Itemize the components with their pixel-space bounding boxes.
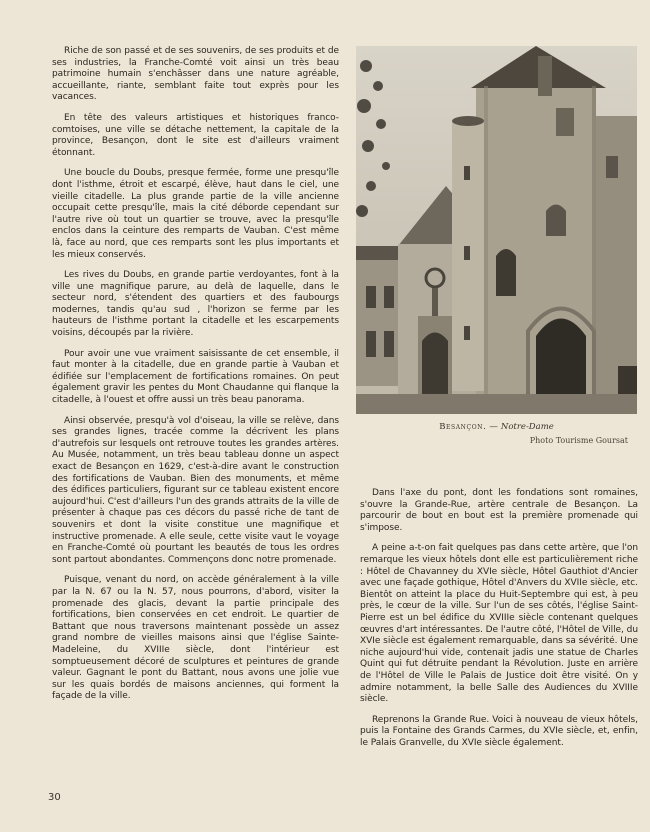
paragraph: Reprenons la Grande Rue. Voici à nouveau de vieux hôtels, puis la Fontaine des Grands Carmes, du XVIe siècle, et, enfin, le Palais Granvelle, du XVIe siècle également. (360, 714, 638, 748)
right-text-column (360, 488, 638, 758)
page-number: 30 (48, 792, 61, 803)
paragraph: Puisque, venant du nord, on accède généralement à la ville par la N. 67 ou la N. 57, nous pourrons, d'abord, visiter la promenade des glacis, devant la partie principale des fortifications, bien conservées en cet endroit. Le quartier de Battant que nous traversons maintenant possède un assez grand nombre de vieilles maisons ainsi que l'église Sainte-Madeleine, du XVIIIe siècle, dont l'intérieur est somptueusement décoré de sculptures et peintures de grande valeur. Gagnant le pont du Battant, nous avons une jolie vue sur les quais bordés de maisons anciennes, qui forment la façade de la ville. (52, 575, 339, 702)
paragraph: Dans l'axe du pont, dont les fondations sont romaines, s'ouvre la Grande-Rue, artère centrale de Besançon. La parcourir de bout en bout est la première promenade qui s'impose. (360, 488, 638, 533)
left-text-column (52, 46, 339, 712)
photo-credit: Photo Tourisme Goursat (529, 436, 628, 445)
paragraph: Pour avoir une vue vraiment saisissante de cet ensemble, il faut monter à la citadelle, due en grande partie à Vauban et édifiée sur l'emplacement de fortifications romaines. On peut également gravir les pentes du Mont Chaudanne qui flanque la citadelle, à l'ouest et offre aussi un très beau panorama. (52, 348, 339, 406)
notre-dame-photo (356, 46, 637, 414)
paragraph: Une boucle du Doubs, presque fermée, forme une presqu'île dont l'isthme, étroit et escarpé, élève, haut dans le ciel, une vieille citadelle. La plus grande partie de la ville ancienne occupait cette presqu'île, mais la cité déborde cependant sur l'autre rive où tout un quartier se trouve, avec la presqu'île enclos dans la ceinture des remparts de Vauban. C'est même là, face au nord, que ces remparts sont les plus importants et les mieux conservés. (52, 168, 339, 260)
paragraph: Les rives du Doubs, en grande partie verdoyantes, font à la ville une magnifique parure, au delà de laquelle, dans le secteur nord, s'étendent des quartiers et des faubourgs modernes, tandis qu'au sud , l'horizon se ferme par les hauteurs de l'isthme portant la citadelle et les escarpements voisins, découpés par la rivière. (52, 270, 339, 339)
paragraph: A peine a-t-on fait quelques pas dans cette artère, que l'on remarque les vieux hôtels dont elle est particulièrement riche : Hôtel de Chavanney du XVIe siècle, Hôtel Gauthiot d'Ancier avec une façade gothique, Hôtel d'Anvers du XVIIe siècle, etc. Bientôt on atteint la place du Huit-Septembre qui est, à peu près, le cœur de la ville. Sur l'un de ses côtés, l'église Saint-Pierre est un bel édifice du XVIIIe siècle contenant quelques œuvres d'art intéressantes. De l'autre côté, l'Hôtel de Ville, du XVIe siècle est également remarquable, dans sa sévérité. Une niche aujourd'hui vide, contenait jadis une statue de Charles Quint qui fut détruite pendant la Révolution. Juste en arrière de l'Hôtel de Ville le Palais de Justice doit être visité. On y admire notamment, la belle Salle des Audiences du XVIIIe siècle. (360, 543, 638, 705)
caption-city: Besançon. (439, 422, 487, 432)
paragraph: Riche de son passé et de ses souvenirs, de ses produits et de ses industries, la Franche-Comté voit ainsi un très beau patrimoine humain s'enchâsser dans une nature agréable, accueillante, riante, semblant faite tout exprès pour les vacances. (52, 46, 339, 103)
caption-separator: — (489, 422, 498, 432)
photo-caption (356, 422, 637, 432)
paragraph: En tête des valeurs artistiques et historiques franco-comtoises, une ville se détache nettement, la capitale de la province, Besançon, dont le site est d'ailleurs vraiment étonnant. (52, 112, 339, 158)
paragraph: Ainsi observée, presqu'à vol d'oiseau, la ville se relève, dans ses grandes lignes, tracée comme la décrivent les plans d'autrefois sur lesquels ont retrouve toutes les grandes artères. Au Musée, notamment, un très beau tableau donne un aspect exact de Besançon en 1629, c'est-à-dire avant le construction des fortifications de Vauban. Bien des monuments, et même des édifices particuliers, figurant sur ce tableau existent encore aujourd'hui. C'est d'ailleurs l'un des grands attraits de la ville de présenter à chaque pas ces décors du passé riche de tant de souvenirs et dont la visite constitue une magnifique et instructive promenade. A elle seule, cette visite vaut le voyage en Franche-Comté où pourtant les beautés de tous les ordres sont partout abondantes. Commençons donc notre promenade. (52, 415, 339, 565)
caption-subject: Notre-Dame (500, 422, 554, 432)
